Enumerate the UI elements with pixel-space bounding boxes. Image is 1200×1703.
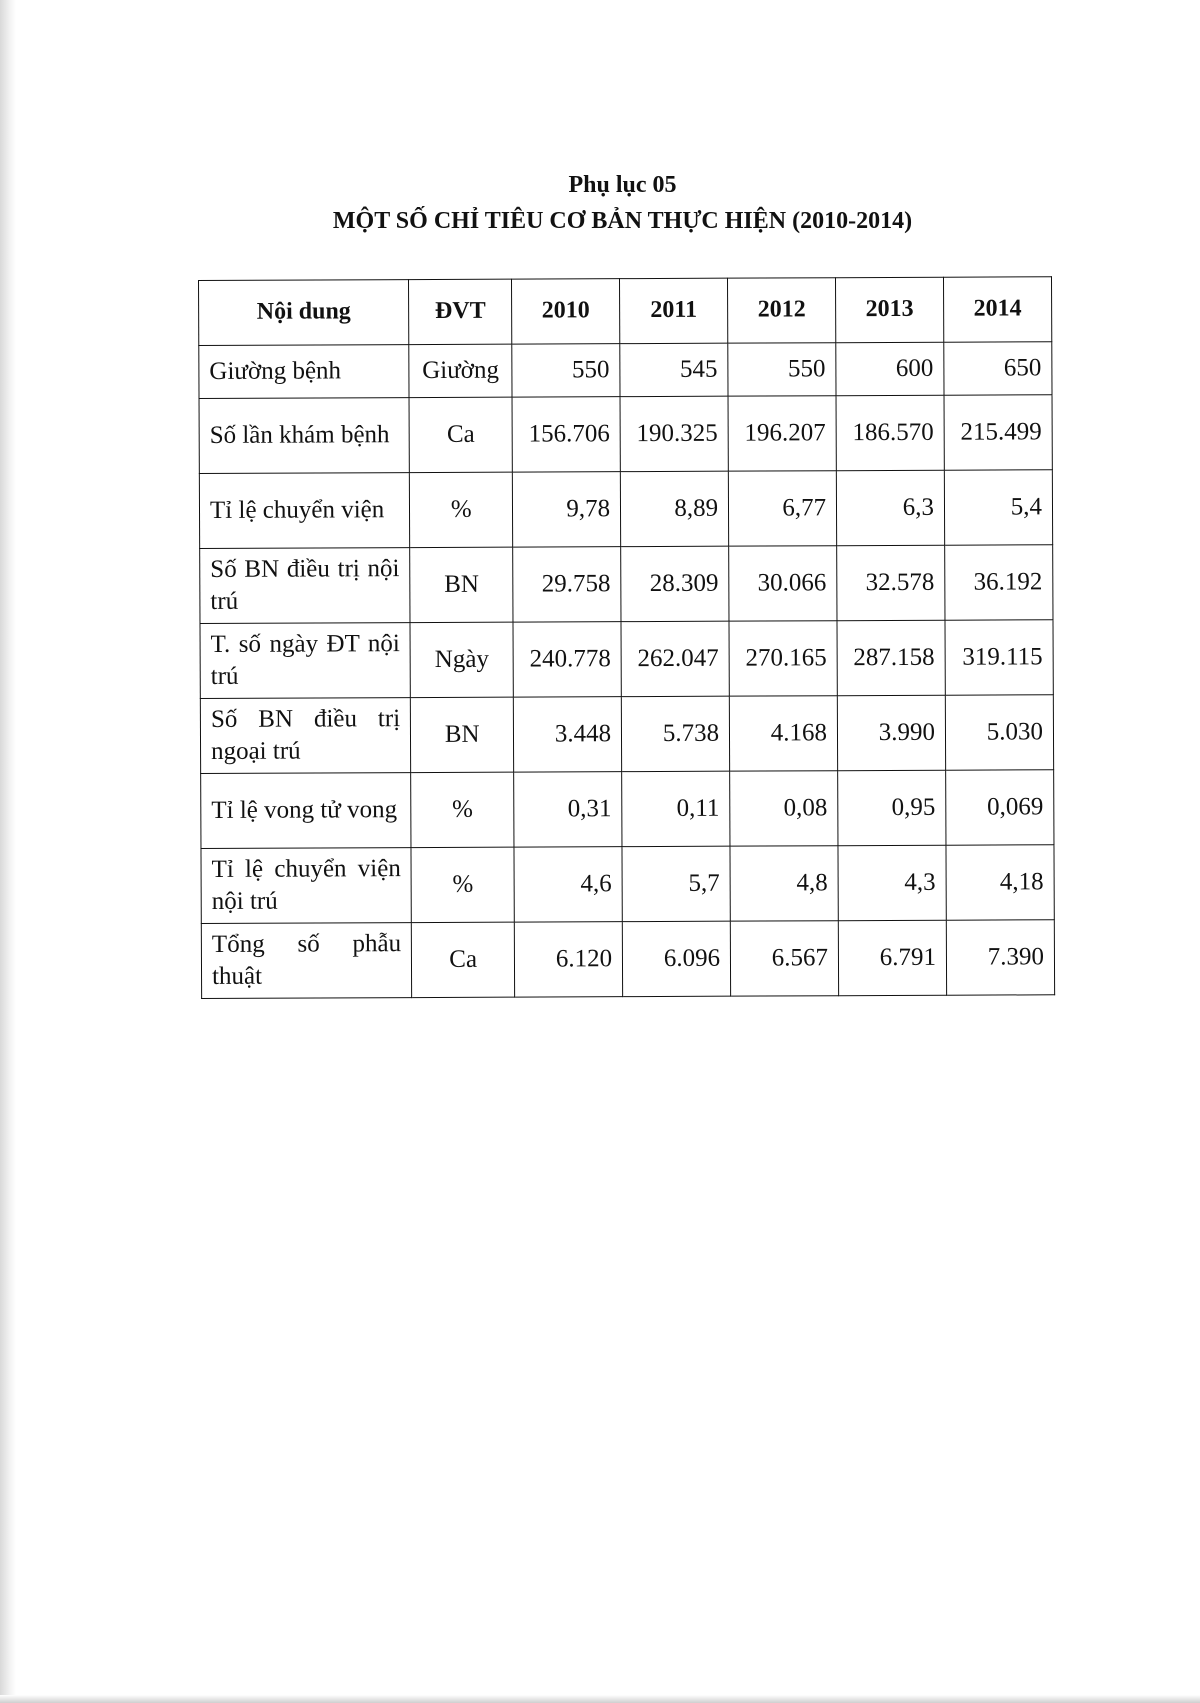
header-2010: 2010 bbox=[512, 279, 620, 344]
header-2011: 2011 bbox=[620, 278, 728, 343]
row-label: T. số ngày ĐT nội trú bbox=[200, 623, 411, 699]
table-row bbox=[200, 545, 1053, 624]
value-2010: 6.120 bbox=[514, 922, 622, 997]
value-2011: 5.738 bbox=[621, 696, 729, 771]
table-row bbox=[201, 845, 1054, 924]
header-2014: 2014 bbox=[943, 277, 1051, 342]
row-unit: % bbox=[411, 847, 514, 922]
value-2010: 3.448 bbox=[513, 697, 621, 772]
value-2012: 0,08 bbox=[730, 771, 838, 846]
row-unit: Ngày bbox=[410, 622, 513, 697]
value-2012: 196.207 bbox=[728, 396, 836, 471]
row-unit: Ca bbox=[409, 397, 512, 472]
indicators-table bbox=[198, 276, 1055, 999]
value-2014: 650 bbox=[944, 342, 1052, 395]
row-label: Tổng số phẫu thuật bbox=[201, 923, 412, 999]
header-unit: ĐVT bbox=[409, 279, 512, 344]
row-unit: % bbox=[410, 472, 513, 547]
value-2012: 550 bbox=[728, 343, 836, 396]
table-row bbox=[199, 395, 1052, 474]
value-2013: 186.570 bbox=[836, 395, 944, 470]
value-2012: 6,77 bbox=[728, 471, 836, 546]
value-2011: 545 bbox=[620, 343, 728, 396]
value-2014: 5.030 bbox=[945, 695, 1053, 770]
value-2011: 28.309 bbox=[621, 546, 729, 621]
table-row bbox=[200, 695, 1053, 774]
value-2013: 6.791 bbox=[838, 920, 946, 995]
table-row bbox=[201, 770, 1054, 849]
value-2014: 7.390 bbox=[946, 920, 1054, 995]
value-2012: 4,8 bbox=[730, 846, 838, 921]
value-2010: 4,6 bbox=[514, 847, 622, 922]
table-row bbox=[199, 470, 1052, 549]
header-2013: 2013 bbox=[836, 277, 944, 342]
header-content: Nội dung bbox=[199, 280, 410, 346]
row-label: Tỉ lệ chuyển viện nội trú bbox=[201, 848, 412, 924]
table-row bbox=[201, 920, 1054, 999]
value-2013: 287.158 bbox=[837, 620, 945, 695]
value-2011: 6.096 bbox=[622, 921, 730, 996]
row-label: Giường bệnh bbox=[199, 345, 409, 399]
row-unit: BN bbox=[411, 697, 514, 772]
document-title: MỘT SỐ CHỈ TIÊU CƠ BẢN THỰC HIỆN (2010-2014) bbox=[332, 208, 913, 234]
row-unit: % bbox=[411, 772, 514, 847]
row-label: Tỉ lệ chuyển viện bbox=[199, 473, 410, 549]
value-2013: 4,3 bbox=[838, 845, 946, 920]
value-2010: 156.706 bbox=[512, 397, 620, 472]
value-2013: 6,3 bbox=[836, 470, 944, 545]
page-edge-shadow bbox=[0, 0, 16, 1703]
value-2010: 240.778 bbox=[513, 622, 621, 697]
header-2012: 2012 bbox=[728, 278, 836, 343]
row-unit: BN bbox=[410, 547, 513, 622]
row-label: Tỉ lệ vong tử vong bbox=[201, 773, 412, 849]
value-2012: 30.066 bbox=[729, 546, 837, 621]
value-2014: 4,18 bbox=[946, 845, 1054, 920]
row-unit: Ca bbox=[412, 922, 515, 997]
value-2011: 190.325 bbox=[620, 396, 728, 471]
value-2012: 6.567 bbox=[730, 921, 838, 996]
value-2014: 36.192 bbox=[945, 545, 1053, 620]
value-2010: 9,78 bbox=[513, 472, 621, 547]
value-2011: 0,11 bbox=[622, 771, 730, 846]
table-row bbox=[199, 342, 1052, 399]
value-2011: 5,7 bbox=[622, 846, 730, 921]
value-2013: 32.578 bbox=[837, 545, 945, 620]
row-unit: Giường bbox=[409, 344, 512, 397]
value-2012: 270.165 bbox=[729, 621, 837, 696]
table-row bbox=[200, 620, 1053, 699]
row-label: Số BN điều trị ngoại trú bbox=[200, 698, 411, 774]
value-2013: 3.990 bbox=[837, 695, 945, 770]
value-2010: 0,31 bbox=[514, 772, 622, 847]
value-2013: 600 bbox=[836, 342, 944, 395]
value-2014: 319.115 bbox=[945, 620, 1053, 695]
value-2014: 215.499 bbox=[944, 395, 1052, 470]
row-label: Số lần khám bệnh bbox=[199, 398, 410, 474]
row-label: Số BN điều trị nội trú bbox=[200, 548, 411, 624]
value-2010: 29.758 bbox=[513, 547, 621, 622]
value-2013: 0,95 bbox=[838, 770, 946, 845]
page-bottom-shadow bbox=[0, 1695, 1200, 1703]
value-2014: 0,069 bbox=[946, 770, 1054, 845]
value-2011: 8,89 bbox=[620, 471, 728, 546]
value-2011: 262.047 bbox=[621, 621, 729, 696]
value-2014: 5,4 bbox=[944, 470, 1052, 545]
value-2010: 550 bbox=[512, 344, 620, 397]
appendix-label: Phụ lục 05 bbox=[568, 172, 677, 198]
table-header-row bbox=[199, 277, 1052, 346]
value-2012: 4.168 bbox=[729, 696, 837, 771]
